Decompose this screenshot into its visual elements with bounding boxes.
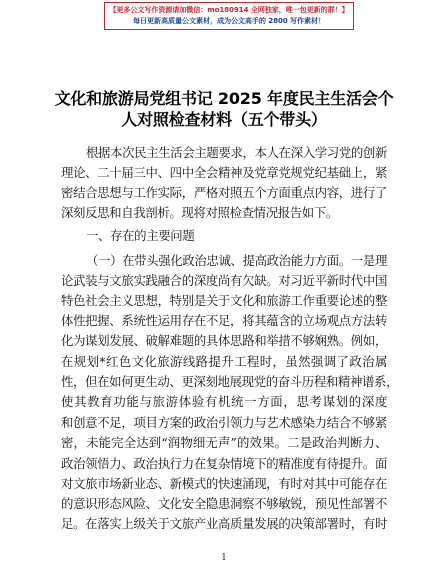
body-line: 和创意不足，项目方案的政治引领力与艺术感染力结合不够紧 — [61, 415, 387, 430]
body-line: 理论、二十届三中、四中全会精神及党章党规党纪基础上，紧 — [61, 165, 387, 180]
body-line: 根据本次民主生活会主题要求，本人在深入学习党的创新 — [86, 145, 388, 160]
body-line: 的意识形态风险、文化安全隐患洞察不够敏锐，预见性部署不 — [61, 496, 387, 511]
body-line: 特色社会主义思想，特别是关于文化和旅游工作重要论述的整 — [61, 293, 387, 308]
document-title-line-2: 人对照检查材料（五个带头） — [121, 110, 327, 129]
banner-line-1: 【更多公文写作资源请加微信：mo180914 全网独家，唯一包更新的群！】 — [109, 5, 349, 14]
promo-banner — [104, 2, 354, 30]
body-line: （一）在带头强化政治忠诚、提高政治能力方面。一是理 — [86, 253, 388, 268]
section-heading: 一、存在的主要问题 — [86, 228, 195, 243]
body-line: 在规划*红色文化旅游线路提升工程时，虽然强调了政治属 — [61, 354, 387, 369]
body-line: 论武装与文旅实践融合的深度尚有欠缺。对习近平新时代中国 — [61, 273, 387, 288]
page-number: 1 — [221, 553, 227, 563]
body-line: 化为谋划发展、破解难题的具体思路和举措不够娴熟。例如， — [61, 333, 387, 348]
body-line: 体性把握、系统性运用存在不足，将其蕴含的立场观点方法转 — [61, 313, 387, 328]
body-line: 对文旅市场新业态、新模式的快速涌现，有时对其中可能存在 — [61, 476, 387, 491]
body-line: 政治领悟力、政治执行力在复杂情境下的精准度有待提升。面 — [61, 456, 387, 471]
body-line: 密，未能完全达到“润物细无声”的效果。二是政治判断力、 — [61, 435, 387, 450]
body-line: 使其教育功能与旅游体验有机统一方面，思考谋划的深度 — [61, 394, 387, 409]
body-line: 深刻反思和自我剖析。现将对照检查情况报告如下。 — [61, 205, 338, 220]
body-line: 性，但在如何更生动、更深刻地展现党的奋斗历程和精神谱系， — [61, 374, 399, 389]
banner-line-2: 每日更新高质量公文素材，成为公文高手的 2800 写作素材！ — [133, 16, 325, 25]
document-title-line-1: 文化和旅游局党组书记 2025 年度民主生活会个 — [54, 89, 394, 108]
body-line: 足。在落实上级关于文旅产业高质量发展的决策部署时，有时 — [61, 516, 387, 531]
body-line: 密结合思想与工作实际，严格对照五个方面重点内容，进行了 — [61, 185, 387, 200]
